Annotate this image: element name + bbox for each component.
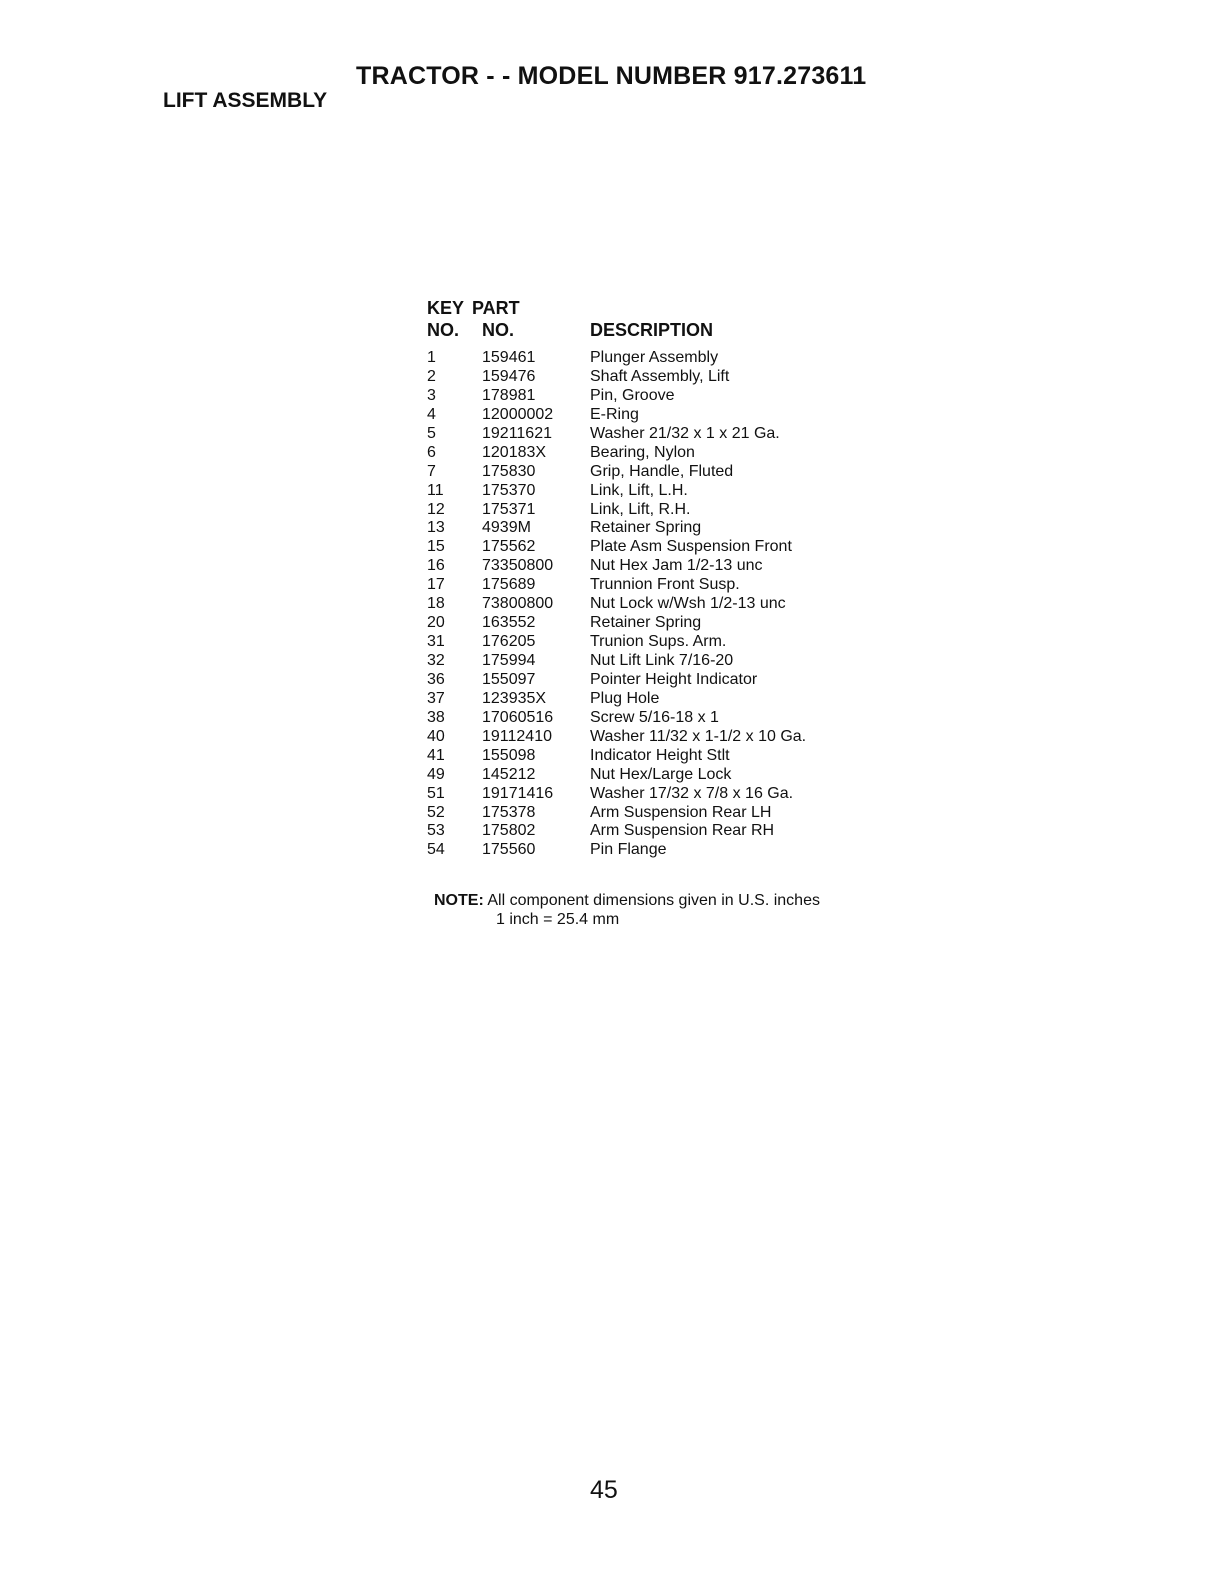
- part-description: Plate Asm Suspension Front: [590, 538, 792, 556]
- table-row: [427, 406, 887, 425]
- part-description: Pin Flange: [590, 841, 667, 859]
- part-description: Nut Lock w/Wsh 1/2-13 unc: [590, 595, 786, 613]
- part-number: 175689: [482, 576, 536, 594]
- part-description: Arm Suspension Rear LH: [590, 803, 772, 821]
- key-number: 12: [427, 500, 445, 518]
- note-conversion: 1 inch = 25.4 mm: [496, 911, 620, 928]
- table-row: [427, 482, 887, 501]
- part-number: 175560: [482, 841, 536, 859]
- table-row: [427, 822, 887, 841]
- table-row: [427, 614, 887, 633]
- table-row: [427, 425, 887, 444]
- part-number: 19211621: [482, 424, 552, 442]
- header-description: DESCRIPTION: [590, 320, 714, 340]
- part-number: 175994: [482, 652, 536, 669]
- key-number: 18: [427, 595, 445, 613]
- key-number: 54: [427, 841, 445, 859]
- part-description: Trunion Sups. Arm.: [590, 633, 727, 651]
- table-row: [427, 766, 887, 785]
- key-number: 20: [427, 614, 445, 632]
- part-description: Shaft Assembly, Lift: [590, 367, 730, 385]
- key-number: 49: [427, 765, 445, 783]
- part-number: 163552: [482, 614, 536, 632]
- table-row: [427, 538, 887, 557]
- part-description: Plug Hole: [590, 689, 660, 707]
- key-number: 36: [427, 670, 445, 688]
- page-title: TRACTOR - - MODEL NUMBER 917.273611: [356, 62, 867, 90]
- key-number: 5: [427, 424, 436, 442]
- note: [434, 891, 820, 910]
- part-number: 123935X: [482, 689, 547, 707]
- section-title: LIFT ASSEMBLY: [163, 89, 328, 112]
- part-number: 145212: [482, 765, 536, 783]
- part-number: 159461: [482, 349, 536, 366]
- header-part-line1: PART: [472, 298, 520, 318]
- part-description: Washer 11/32 x 1-1/2 x 10 Ga.: [590, 727, 807, 745]
- part-description: Link, Lift, R.H.: [590, 500, 691, 518]
- part-number: 120183X: [482, 443, 547, 461]
- part-number: 175830: [482, 462, 536, 480]
- table-row: [427, 728, 887, 747]
- key-number: 7: [427, 462, 436, 480]
- part-number: 175378: [482, 803, 536, 821]
- part-description: Indicator Height Stlt: [590, 746, 730, 764]
- part-description: E-Ring: [590, 405, 639, 423]
- part-number: 73800800: [482, 595, 554, 613]
- part-number: 175562: [482, 538, 536, 556]
- part-number: 73350800: [482, 557, 554, 575]
- key-number: 3: [427, 386, 436, 404]
- part-number: 175371: [482, 500, 536, 518]
- table-row: [427, 690, 887, 709]
- header-key-line2: NO.: [427, 320, 460, 340]
- key-number: 52: [427, 803, 445, 821]
- part-number: 176205: [482, 633, 536, 651]
- table-row: [427, 444, 887, 463]
- part-description: Nut Lift Link 7/16-20: [590, 652, 734, 669]
- table-row: [427, 463, 887, 482]
- key-number: 13: [427, 519, 445, 537]
- part-number: 178981: [482, 386, 536, 404]
- part-description: Trunnion Front Susp.: [590, 576, 740, 594]
- table-row: [427, 349, 887, 368]
- header-key-line1: KEY: [427, 298, 465, 318]
- table-row: [427, 387, 887, 406]
- part-description: Bearing, Nylon: [590, 443, 695, 461]
- part-number: 175802: [482, 822, 536, 840]
- part-number: 175370: [482, 481, 536, 499]
- part-number: 155098: [482, 746, 536, 764]
- part-description: Plunger Assembly: [590, 349, 719, 366]
- part-number: 4939M: [482, 519, 531, 537]
- part-description: Grip, Handle, Fluted: [590, 462, 734, 480]
- table-row: [427, 633, 887, 652]
- key-number: 11: [427, 481, 444, 499]
- table-row: [427, 841, 887, 860]
- table-row: [427, 501, 887, 520]
- key-number: 15: [427, 538, 445, 556]
- key-number: 4: [427, 405, 436, 423]
- part-description: Retainer Spring: [590, 614, 702, 632]
- part-number: 12000002: [482, 405, 554, 423]
- part-number: 155097: [482, 670, 536, 688]
- table-row: [427, 804, 887, 823]
- table-row: [427, 519, 887, 538]
- table-row: [427, 709, 887, 728]
- table-row: [427, 671, 887, 690]
- key-number: 51: [427, 784, 445, 802]
- table-row: [427, 785, 887, 804]
- key-number: 32: [427, 652, 445, 669]
- part-number: 19171416: [482, 784, 554, 802]
- part-number: 17060516: [482, 708, 554, 726]
- part-description: Screw 5/16-18 x 1: [590, 708, 719, 726]
- part-description: Arm Suspension Rear RH: [590, 822, 775, 840]
- table-row: [427, 368, 887, 387]
- key-number: 16: [427, 557, 445, 575]
- part-description: Retainer Spring: [590, 519, 702, 537]
- key-number: 38: [427, 708, 445, 726]
- part-description: Pointer Height Indicator: [590, 670, 758, 688]
- key-number: 2: [427, 367, 436, 385]
- key-number: 31: [427, 633, 445, 651]
- table-row: [427, 652, 887, 671]
- part-description: Washer 17/32 x 7/8 x 16 Ga.: [590, 784, 794, 802]
- note-label: NOTE:: [434, 892, 484, 909]
- part-description: Washer 21/32 x 1 x 21 Ga.: [590, 424, 780, 442]
- key-number: 37: [427, 689, 445, 707]
- key-number: 1: [427, 349, 436, 366]
- part-number: 19112410: [482, 727, 552, 745]
- part-number: 159476: [482, 367, 536, 385]
- header-part-line2: NO.: [482, 320, 515, 340]
- page-number: 45: [590, 1476, 618, 1504]
- note-text: All component dimensions given in U.S. inches: [487, 892, 820, 909]
- table-row: [427, 747, 887, 766]
- key-number: 17: [427, 576, 445, 594]
- part-description: Nut Hex/Large Lock: [590, 765, 732, 783]
- part-description: Link, Lift, L.H.: [590, 481, 688, 499]
- parts-list: [427, 349, 887, 860]
- table-row: [427, 576, 887, 595]
- key-number: 40: [427, 727, 445, 745]
- key-number: 53: [427, 822, 445, 840]
- part-description: Nut Hex Jam 1/2-13 unc: [590, 557, 763, 575]
- key-number: 6: [427, 443, 436, 461]
- part-description: Pin, Groove: [590, 386, 675, 404]
- table-row: [427, 595, 887, 614]
- key-number: 41: [427, 746, 445, 764]
- table-row: [427, 557, 887, 576]
